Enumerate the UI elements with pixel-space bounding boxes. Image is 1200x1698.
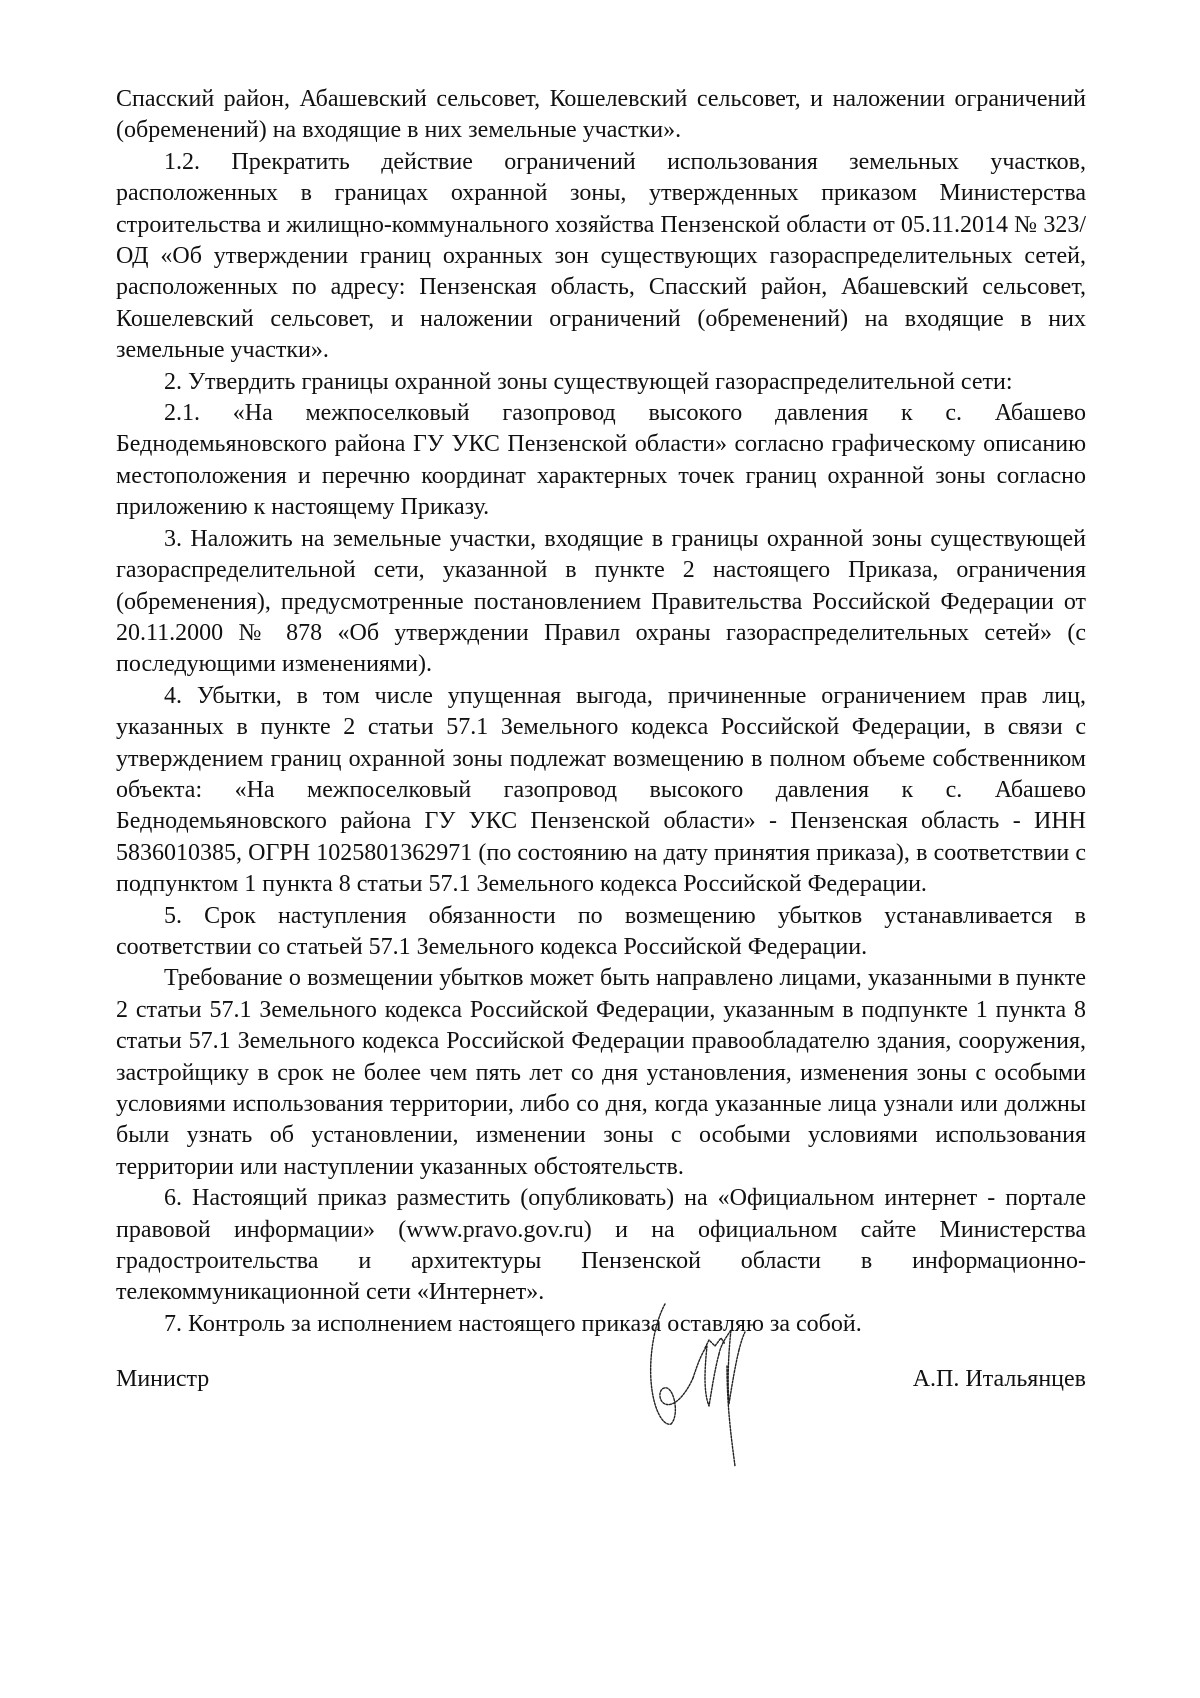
paragraph-3: 3. Наложить на земельные участки, входящие в границы охранной зоны существующей газораспределительной сети, указанной в пункте 2 настоящего Приказа, ограничения (обременения), предусмотренные постановлением Правительства Российской Федерации от 20.11.2000 № 878 «Об утверждении Правил охраны газораспределительных сетей» (с последующими изменениями). bbox=[116, 525, 1086, 678]
document-body bbox=[116, 84, 1086, 1340]
signature-block bbox=[116, 1366, 1086, 1406]
paragraph-continuation: Спасский район, Абашевский сельсовет, Кошелевский сельсовет, и наложении ограничений (обременений) на входящие в них земельные участки». bbox=[116, 86, 1086, 144]
paragraph-7: 7. Контроль за исполнением настоящего приказа оставляю за собой. bbox=[164, 1310, 862, 1337]
paragraph-6: 6. Настоящий приказ разместить (опубликовать) на «Официальном интернет - портале правовой информации» (www.pravo.gov.ru) и на официальном сайте Министерства градостроительства и архитектуры Пензенской области в информационно-телекоммуникационной сети «Интернет». bbox=[116, 1185, 1086, 1306]
signer-name: А.П. Итальянцев bbox=[912, 1366, 1086, 1392]
paragraph-4: 4. Убытки, в том числе упущенная выгода, причиненные ограничением прав лиц, указанных в пункте 2 статьи 57.1 Земельного кодекса Российской Федерации, в связи с утверждением границ охранной зоны подлежат возмещению в полном объеме собственником объекта: «На межпоселковый газопровод высокого давления к с. Абашево Беднодемьяновского района ГУ УКС Пензенской области» - Пензенская область - ИНН 5836010385, ОГРН 1025801362971 (по состоянию на дату принятия приказа), в соответствии с подпунктом 1 пункта 8 статьи 57.1 Земельного кодекса Российской Федерации. bbox=[116, 682, 1086, 898]
paragraph-2-1: 2.1. «На межпоселковый газопровод высокого давления к с. Абашево Беднодемьяновского района ГУ УКС Пензенской области» согласно графическому описанию местоположения и перечню координат характерных точек границ охранной зоны согласно приложению к настоящему Приказу. bbox=[116, 400, 1086, 521]
paragraph-2: 2. Утвердить границы охранной зоны существующей газораспределительной сети: bbox=[164, 368, 1013, 395]
handwritten-signature bbox=[635, 1296, 755, 1476]
paragraph-1-2: 1.2. Прекратить действие ограничений использования земельных участков, расположенных в границах охранной зоны, утвержденных приказом Министерства строительства и жилищно-коммунального хозяйства Пензенской области от 05.11.2014 № 323/ОД «Об утверждении границ охранных зон существующих газораспределительных сетей, расположенных по адресу: Пензенская область, Спасский район, Абашевский сельсовет, Кошелевский сельсовет, и наложении ограничений (обременений) на входящие в них земельные участки». bbox=[116, 148, 1086, 364]
paragraph-5: 5. Срок наступления обязанности по возмещению убытков устанавливается в соответствии со статьей 57.1 Земельного кодекса Российской Федерации. bbox=[116, 902, 1086, 960]
paragraph-5-claim: Требование о возмещении убытков может быть направлено лицами, указанными в пункте 2 статьи 57.1 Земельного кодекса Российской Федерации, указанным в подпункте 1 пункта 8 статьи 57.1 Земельного кодекса Российской Федерации правообладателю здания, сооружения, застройщику в срок не более чем пять лет со дня установления, изменения зоны с особыми условиями использования территории, либо со дня, когда указанные лица узнали или должны были узнать об установлении, изменении зоны с особыми условиями использования территории или наступлении указанных обстоятельств. bbox=[116, 965, 1086, 1180]
signer-position: Министр bbox=[116, 1366, 210, 1392]
